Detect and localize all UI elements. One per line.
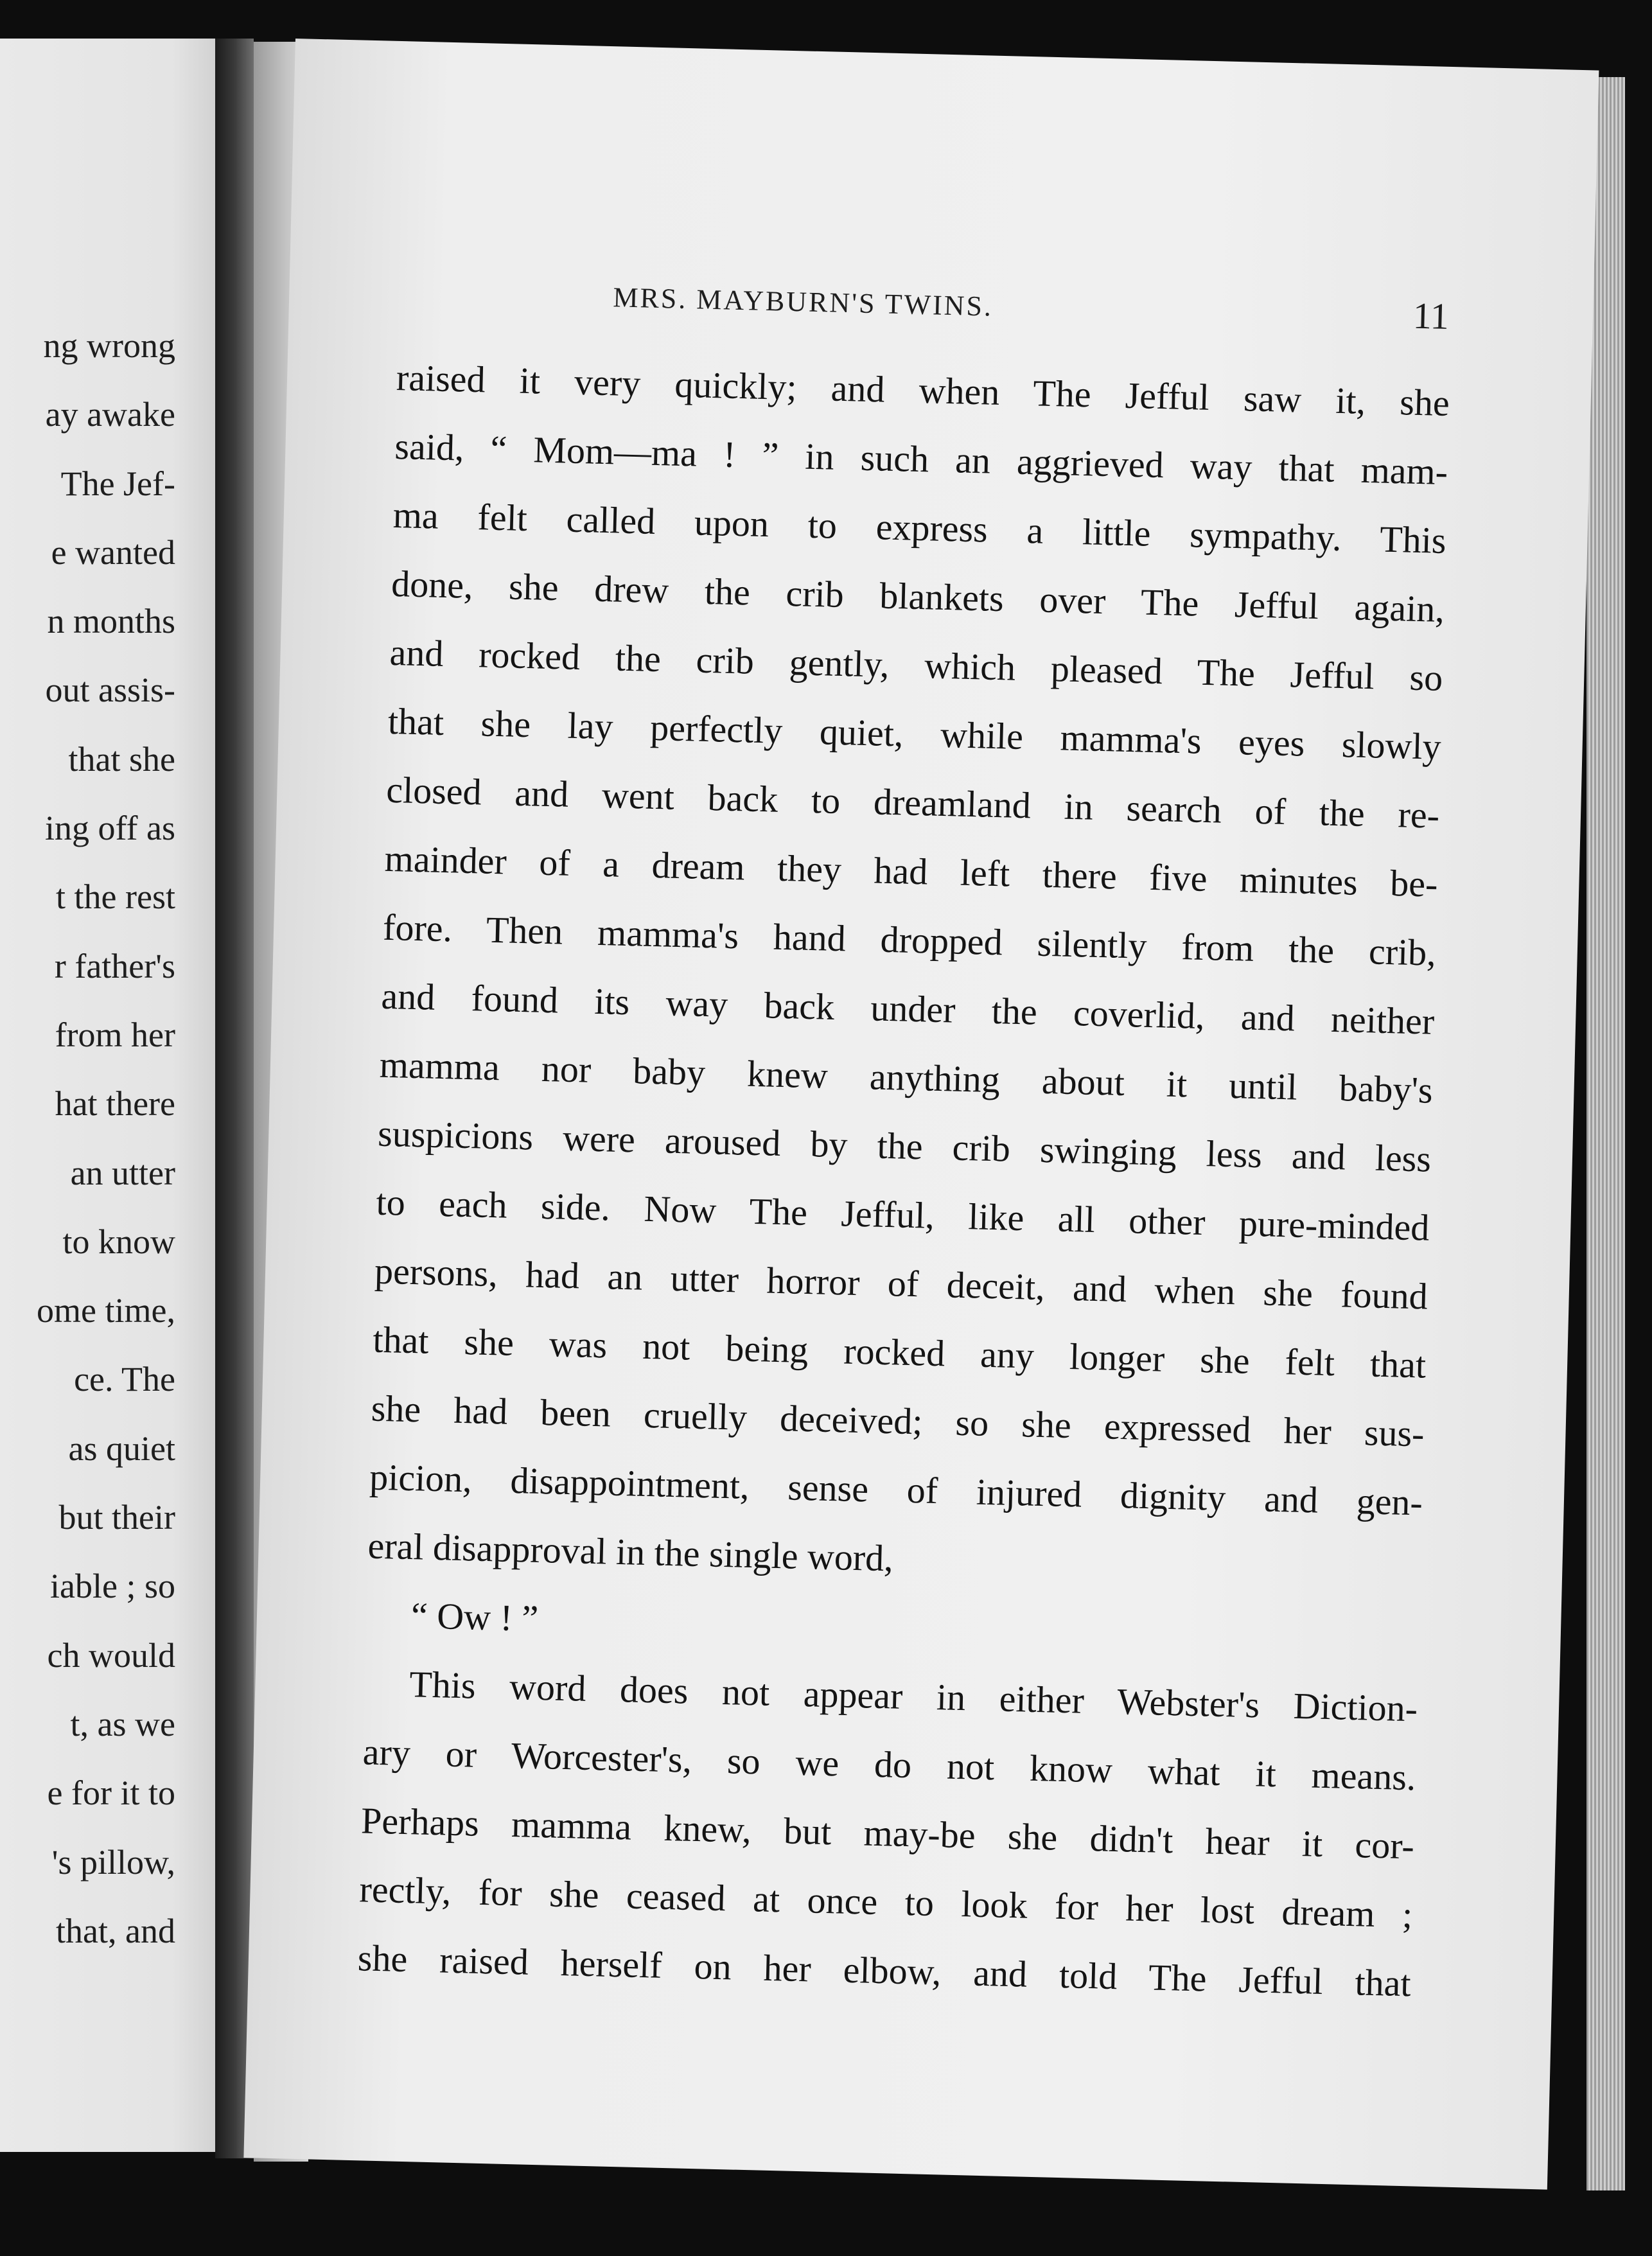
text-line: picion, disappointment, sense of injured dignity and gen- [369,1456,1423,1524]
left-line: ome time, [37,1291,175,1330]
left-line: that she [68,739,175,779]
left-line: e wanted [51,533,175,572]
text-line: persons, had an utter horror of deceit, and when she found [374,1249,1428,1317]
left-line: 's pillow, [51,1842,175,1881]
quoted-word-line: “ Ow ! ” [410,1594,539,1639]
text-line: she raised herself on her elbow, and told The Jefful that [357,1937,1412,2005]
left-page-text [0,312,175,1966]
left-line: ch would [47,1635,175,1675]
left-line: an utter [70,1153,175,1192]
left-line: hat there [55,1084,175,1124]
text-line: rectly, for she ceased at once to look for her lost dream ; [358,1868,1413,1936]
text-line: eral disapproval in the single word, [367,1524,894,1580]
text-line: that she was not being rocked any longer she felt that [372,1318,1427,1386]
right-page [243,39,1599,2190]
left-line: that, and [56,1911,175,1950]
left-line: but their [58,1498,175,1537]
running-head: MRS. MAYBURN'S TWINS. [612,281,994,322]
page-edge-stack [1586,77,1625,2190]
book-gutter-shadow [215,39,254,2158]
body-text [357,343,1450,2018]
left-line: ce. The [74,1360,175,1399]
text-line: raised it very quickly; and when The Jefful saw it, she [396,357,1450,425]
left-line: r father's [54,946,175,985]
text-line: mainder of a dream they had left there five minutes be- [384,837,1439,905]
text-line: done, she drew the crib blankets over The Jefful again, [391,562,1445,630]
left-line: t, as we [70,1704,175,1743]
text-line: suspicions were aroused by the crib swinging less and less [377,1112,1432,1180]
text-line: Perhaps mamma knew, but may-be she didn't hear it cor- [360,1799,1415,1867]
left-line: t the rest [56,877,175,917]
text-line: ma felt called upon to express a little sympathy. This [392,493,1447,561]
text-line: closed and went back to dreamland in search of the re- [385,768,1440,836]
left-line: ing off as [45,809,175,848]
left-line: ay awake [45,395,175,434]
left-line: iable ; so [50,1567,175,1606]
text-line: said, “ Mom—ma ! ” in such an aggrieved way that mam- [394,425,1448,493]
text-line: and rocked the crib gently, which pleased The Jefful so [389,631,1444,699]
text-line: mamma nor baby knew anything about it until baby's [379,1043,1434,1111]
paragraph-start-line: This word does not appear in either Webster's Diction- [409,1663,1418,1730]
text-line: and found its way back under the coverlid, and neither [380,974,1435,1043]
left-line: as quiet [68,1429,175,1468]
left-line: n months [47,602,175,641]
text-line: that she lay perfectly quiet, while mamma's eyes slowly [387,700,1442,768]
left-line: from her [55,1015,175,1054]
text-line: to each side. Now The Jefful, like all other pure-minded [375,1181,1430,1249]
left-line: to know [62,1222,175,1261]
left-line: The Jef- [60,464,175,503]
left-line: e for it to [47,1774,175,1813]
text-line: fore. Then mamma's hand dropped silently from the crib, [382,906,1437,974]
page-number: 11 [1412,294,1450,337]
left-page [0,39,215,2152]
text-line: ary or Worcester's, so we do not know what it means. [362,1731,1417,1799]
left-line: out assis- [45,671,175,710]
left-line: ng wrong [43,326,175,365]
text-line: she had been cruelly deceived; so she expressed her sus- [371,1387,1425,1455]
